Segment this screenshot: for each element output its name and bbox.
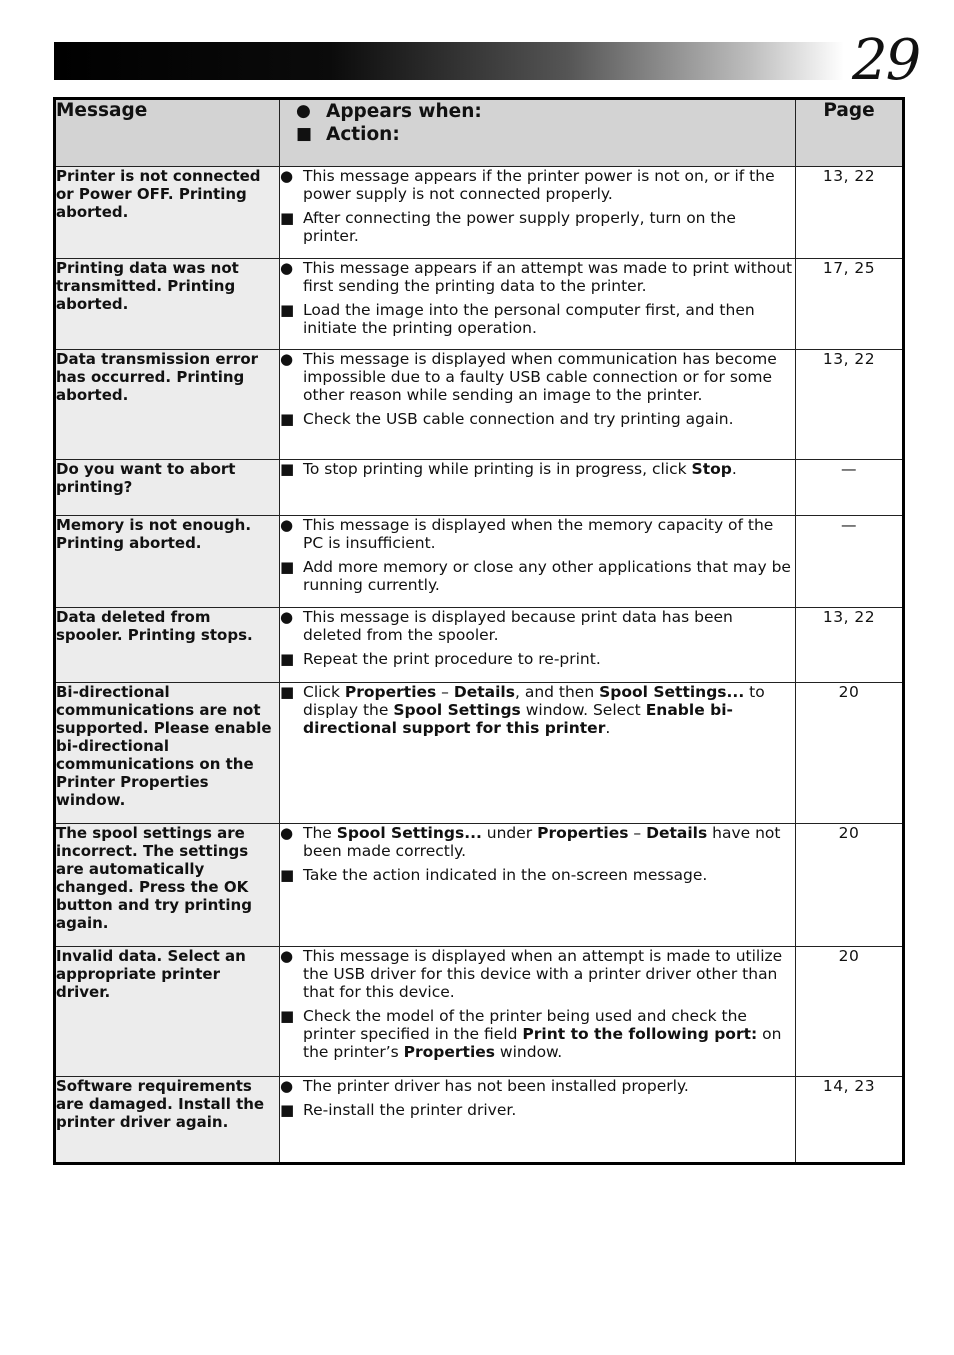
text-segment: – — [628, 824, 647, 842]
item-text — [303, 167, 795, 203]
text-segment: Re-install the printer driver. — [303, 1101, 517, 1119]
text-segment: have not been made correctly. — [303, 824, 781, 860]
description-cell — [280, 947, 796, 1077]
item-text — [303, 558, 795, 594]
description-cell — [280, 824, 796, 947]
text-segment: , and then — [514, 683, 600, 701]
text-segment: To stop printing while printing is in progress, click — [303, 460, 692, 478]
bullet-square-icon: ■ — [280, 558, 295, 576]
item-text — [303, 350, 795, 404]
emphasized-term: Enable bi-directional support for this printer — [303, 701, 733, 737]
table-row — [55, 608, 904, 683]
header-appears-action — [280, 99, 796, 167]
message-cell: Data deleted from spooler. Printing stops. — [55, 608, 280, 683]
emphasized-term: Spool Settings... — [336, 824, 482, 842]
description-cell — [280, 350, 796, 460]
page-reference-cell: 20 — [796, 824, 904, 947]
item-text — [303, 259, 795, 295]
emphasized-term: Stop — [691, 460, 732, 478]
header-appears-line — [280, 100, 795, 123]
message-cell: Bi-directional communications are not supported. Please enable bi-directional communications on the Printer Properties window. — [55, 683, 280, 824]
table-row — [55, 516, 904, 608]
emphasized-term: Details — [646, 824, 708, 842]
bullet-square-icon: ■ — [280, 301, 295, 319]
emphasized-term: Details — [453, 683, 515, 701]
item-text — [303, 410, 734, 428]
action-item — [280, 1101, 795, 1119]
header-page: Page — [796, 99, 904, 167]
bullet-circle-icon: ● — [280, 1077, 294, 1095]
item-text — [303, 301, 795, 337]
text-segment: . — [605, 719, 611, 737]
text-segment: window. Select — [520, 701, 646, 719]
text-segment: Repeat the print procedure to re-print. — [303, 650, 601, 668]
description-cell — [280, 460, 796, 516]
bullet-circle-icon: ● — [280, 167, 294, 185]
item-text — [303, 683, 795, 737]
item-text — [303, 1077, 689, 1095]
bullet-circle-icon: ● — [280, 516, 294, 534]
action-item — [280, 866, 795, 884]
text-segment: Add more memory or close any other applications that may be running currently. — [303, 558, 791, 594]
header-appears-when: Appears when: — [326, 101, 482, 122]
item-text — [303, 1101, 516, 1119]
header-gradient-bar — [54, 42, 844, 80]
message-cell: The spool settings are incorrect. The settings are automatically changed. Press the OK button and try printing again. — [55, 824, 280, 947]
description-cell — [280, 608, 796, 683]
bullet-square-icon: ■ — [280, 1007, 295, 1025]
appears-when-item — [280, 947, 795, 1001]
item-text — [303, 947, 795, 1001]
page-reference-cell: 13, 22 — [796, 350, 904, 460]
appears-when-item — [280, 516, 795, 552]
item-text — [303, 650, 601, 668]
text-segment: Take the action indicated in the on-screen message. — [303, 866, 708, 884]
appears-when-item — [280, 824, 795, 860]
text-segment: – — [436, 683, 454, 701]
page-reference-cell: — — [796, 516, 904, 608]
table-row — [55, 350, 904, 460]
action-item — [280, 301, 795, 337]
bullet-circle-icon: ● — [296, 101, 311, 121]
page-reference-cell: 17, 25 — [796, 259, 904, 350]
action-item — [280, 1007, 795, 1061]
item-text — [303, 516, 795, 552]
appears-when-item — [280, 1077, 795, 1095]
item-text — [303, 209, 795, 245]
item-text — [303, 866, 707, 884]
text-segment: Click — [303, 683, 345, 701]
message-cell: Printing data was not transmitted. Printing aborted. — [55, 259, 280, 350]
text-segment: The printer driver has not been installed properly. — [303, 1077, 689, 1095]
bullet-circle-icon: ● — [280, 947, 294, 965]
table-row — [55, 460, 904, 516]
emphasized-term: Spool Settings... — [599, 683, 745, 701]
page-reference-cell: 20 — [796, 947, 904, 1077]
header-action-line — [280, 123, 795, 146]
table-body — [55, 167, 904, 1164]
text-segment: to display the — [303, 683, 765, 719]
table-row — [55, 167, 904, 259]
action-item — [280, 683, 795, 737]
description-cell — [280, 167, 796, 259]
action-item — [280, 460, 795, 478]
message-cell: Software requirements are damaged. Install the printer driver again. — [55, 1077, 280, 1164]
page-reference-cell: 20 — [796, 683, 904, 824]
text-segment: This message is displayed because print data has been deleted from the spooler. — [303, 608, 733, 644]
appears-when-item — [280, 167, 795, 203]
page-number: 29 — [852, 28, 920, 93]
text-segment: on the printer’s — [303, 1025, 782, 1061]
bullet-square-icon: ■ — [280, 410, 295, 428]
message-cell: Printer is not connected or Power OFF. Printing aborted. — [55, 167, 280, 259]
appears-when-item — [280, 350, 795, 404]
emphasized-term: Properties — [344, 683, 437, 701]
item-text — [303, 1007, 795, 1061]
description-cell — [280, 259, 796, 350]
message-table — [53, 97, 905, 1165]
text-segment: This message appears if an attempt was made to print without first sending the printing data to the printer. — [303, 259, 793, 295]
table-row — [55, 1077, 904, 1164]
text-segment: under — [481, 824, 538, 842]
text-segment: Check the model of the printer being used and check the printer specified in the field — [303, 1007, 747, 1043]
emphasized-term: Properties — [403, 1043, 495, 1061]
item-text — [303, 608, 795, 644]
message-cell: Do you want to abort printing? — [55, 460, 280, 516]
bullet-square-icon: ■ — [280, 1101, 295, 1119]
text-segment: Load the image into the personal computer first, and then initiate the printing operation. — [303, 301, 755, 337]
action-item — [280, 410, 795, 428]
appears-when-item — [280, 259, 795, 295]
bullet-square-icon: ■ — [280, 683, 295, 701]
table-row — [55, 947, 904, 1077]
description-cell — [280, 516, 796, 608]
bullet-circle-icon: ● — [280, 608, 294, 626]
page-reference-cell: 14, 23 — [796, 1077, 904, 1164]
message-cell: Memory is not enough. Printing aborted. — [55, 516, 280, 608]
bullet-square-icon: ■ — [280, 209, 295, 227]
text-segment: This message is displayed when communication has become impossible due to a faulty USB cable connection or for some other reason while sending an image to the printer. — [303, 350, 777, 404]
bullet-circle-icon: ● — [280, 824, 294, 842]
table-row — [55, 824, 904, 947]
message-cell: Invalid data. Select an appropriate printer driver. — [55, 947, 280, 1077]
header-message: Message — [55, 99, 280, 167]
text-segment: This message appears if the printer power is not on, or if the power supply is not connected properly. — [303, 167, 775, 203]
header-action: Action: — [326, 124, 400, 145]
bullet-square-icon: ■ — [280, 866, 295, 884]
emphasized-term: Print to the following port: — [522, 1025, 758, 1043]
emphasized-term: Properties — [537, 824, 629, 842]
page-reference-cell: — — [796, 460, 904, 516]
action-item — [280, 209, 795, 245]
table-header-row — [55, 99, 904, 167]
description-cell — [280, 1077, 796, 1164]
text-segment: window. — [495, 1043, 563, 1061]
text-segment: . — [731, 460, 737, 478]
action-item — [280, 650, 795, 668]
description-cell — [280, 683, 796, 824]
item-text — [303, 460, 737, 478]
text-segment: This message is displayed when an attempt is made to utilize the USB driver for this device with a printer driver other than that for this device. — [303, 947, 783, 1001]
text-segment: This message is displayed when the memory capacity of the PC is insufficient. — [303, 516, 774, 552]
text-segment: Check the USB cable connection and try printing again. — [303, 410, 734, 428]
bullet-square-icon: ■ — [296, 124, 313, 144]
bullet-square-icon: ■ — [280, 460, 295, 478]
bullet-square-icon: ■ — [280, 650, 295, 668]
item-text — [303, 824, 795, 860]
page-reference-cell: 13, 22 — [796, 608, 904, 683]
table-row — [55, 259, 904, 350]
emphasized-term: Spool Settings — [393, 701, 521, 719]
message-cell: Data transmission error has occurred. Printing aborted. — [55, 350, 280, 460]
action-item — [280, 558, 795, 594]
appears-when-item — [280, 608, 795, 644]
page-reference-cell: 13, 22 — [796, 167, 904, 259]
bullet-circle-icon: ● — [280, 259, 294, 277]
bullet-circle-icon: ● — [280, 350, 294, 368]
text-segment: The — [303, 824, 337, 842]
text-segment: After connecting the power supply properly, turn on the printer. — [303, 209, 736, 245]
table-row — [55, 683, 904, 824]
